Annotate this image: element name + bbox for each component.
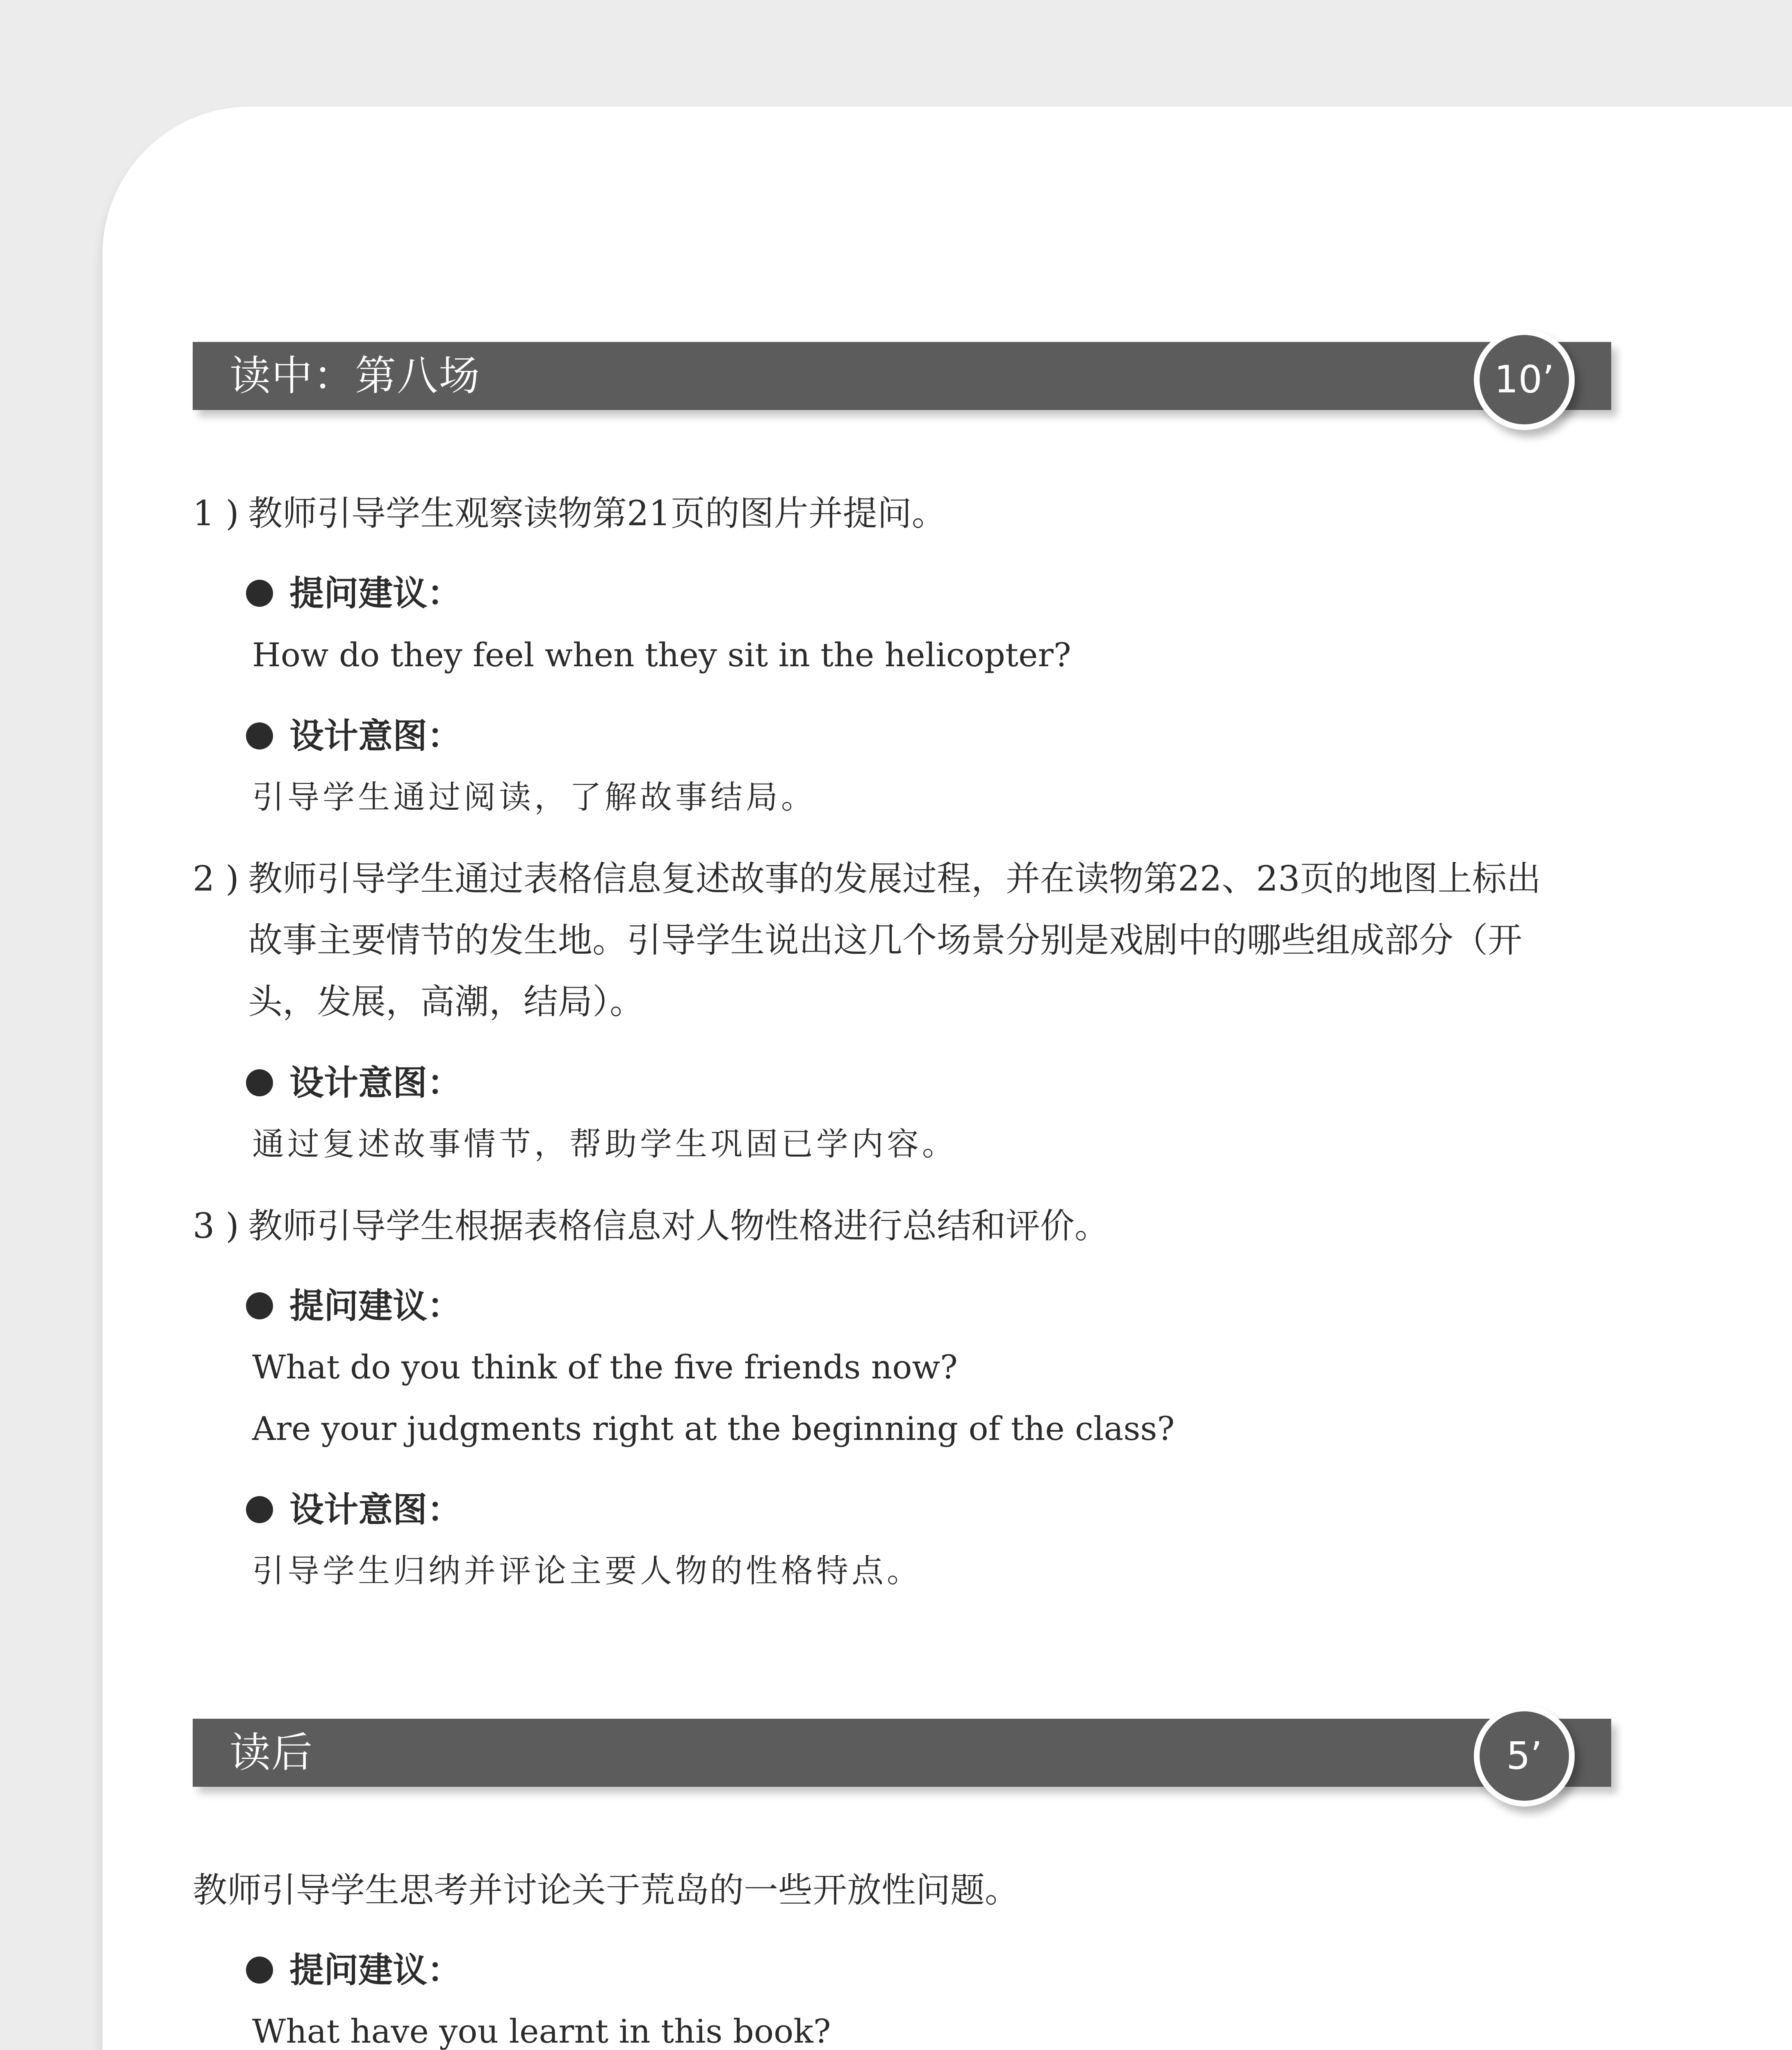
label-text: 提问建议：	[289, 573, 462, 613]
post-reading-intro: 教师引导学生思考并讨论关于荒岛的一些开放性问题。	[193, 1870, 1020, 1910]
bullet-icon	[246, 580, 273, 607]
label-text: 提问建议：	[289, 1286, 462, 1326]
question-suggestion-label	[246, 1947, 462, 1993]
step-text: 教师引导学生观察读物第21页的图片并提问。	[248, 493, 946, 533]
section-title: 读中：第八场	[230, 352, 480, 400]
step-text: 教师引导学生根据表格信息对人物性格进行总结和评价。	[248, 1206, 1109, 1246]
design-intent-label	[246, 1487, 462, 1532]
question-suggestion-label	[246, 1283, 462, 1328]
step-number: 3 )	[193, 1206, 239, 1246]
step-3	[193, 1195, 1607, 1257]
question-line: How do they feel when they sit in the helicopter?	[252, 636, 1071, 674]
bullet-icon	[246, 722, 273, 749]
design-intent-text: 引导学生通过阅读，了解故事结局。	[252, 779, 817, 816]
design-intent-label	[246, 713, 462, 758]
step-2	[193, 848, 1607, 1032]
label-text: 提问建议：	[289, 1950, 462, 1990]
question-suggestion-label	[246, 571, 462, 616]
bullet-icon	[246, 1496, 273, 1523]
label-text: 设计意图：	[289, 716, 462, 756]
question-line: What have you learnt in this book?	[252, 2012, 831, 2050]
label-text: 设计意图：	[289, 1063, 462, 1103]
time-badge: 10’	[1474, 329, 1575, 430]
question-line: Are your judgments right at the beginning of the class?	[252, 1410, 1175, 1448]
step-1	[193, 483, 1607, 544]
section-header-post-reading	[193, 1719, 1611, 1787]
design-intent-label	[246, 1060, 462, 1105]
section-header-reading-scene8	[193, 342, 1611, 410]
question-line: What do you think of the five friends now?	[252, 1348, 958, 1386]
bullet-icon	[246, 1957, 273, 1984]
step-text-line3: 头，发展，高潮，结局）。	[248, 982, 644, 1022]
label-text: 设计意图：	[289, 1490, 462, 1530]
step-text-line2: 故事主要情节的发生地。引导学生说出这几个场景分别是戏剧中的哪些组成部分（开	[248, 920, 1523, 960]
section-title: 读后	[230, 1729, 313, 1777]
design-intent-text: 引导学生归纳并评论主要人物的性格特点。	[252, 1553, 922, 1590]
bullet-icon	[246, 1069, 273, 1096]
design-intent-text: 通过复述故事情节，帮助学生巩固已学内容。	[252, 1126, 958, 1163]
step-number: 2 )	[193, 859, 239, 899]
time-badge: 5’	[1474, 1706, 1575, 1806]
bullet-icon	[246, 1292, 273, 1319]
step-text-line1: 教师引导学生通过表格信息复述故事的发展过程，并在读物第22、23页的地图上标出	[248, 859, 1541, 899]
step-number: 1 )	[193, 493, 239, 533]
